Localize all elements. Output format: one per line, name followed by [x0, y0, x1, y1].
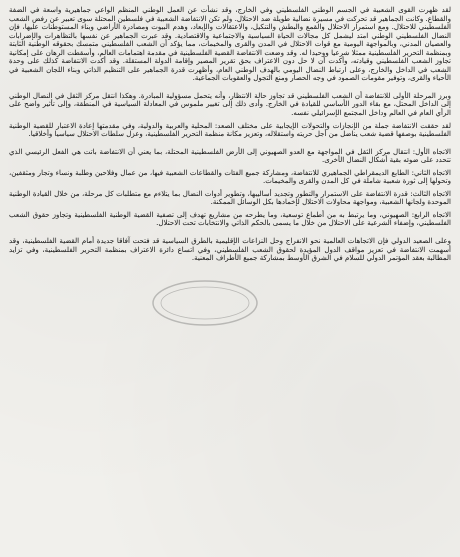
- faded-stamp: [150, 278, 260, 328]
- paragraph-intro: لقد ظهرت القوى الشعبية في الجسم الوطني الفلسطيني وفي الخارج، وقد نشأت عن العمل الوطني المنظم الواعي جماهيرية واسعة في الضفة والقطاع. وكانت الجماهير قد تحركت في مسيرة نضالية طويلة ضد الاحتلال. ولم تكن الانتفاضة الشعبية في فلسطين المحتلة سوى تعبير عن رفض الشعب الفلسطيني للاحتلال. ومع استمرار الاحتلال والقمع والبطش والتنكيل، والاعتقالات والإبعاد، وهدم البيوت ومصادرة الأراضي وبناء المستوطنات عليها، فإن النضال الفلسطيني الوطني امتد ليشمل كل مجالات الحياة السياسية والاجتماعية والاقتصادية. وقد عبرت الجماهير عن نفسها بالتظاهرات والإضرابات والعصيان المدني، وبالمواجهة اليومية مع قوات الاحتلال في المدن والقرى والمخيمات، مما يؤكد أن الشعب الفلسطيني متمسك بحقوقه الوطنية الثابتة وبمنظمة التحرير الفلسطينية ممثلا شرعيا ووحيدا له. وقد وضعت الانتفاضة القضية الفلسطينية في مقدمة اهتمامات العالم، وأسقطت الرهان على إمكانية تجاوز الشعب الفلسطيني وقيادته، وأكدت أن لا حل دون الاعتراف بحق تقرير المصير وإقامة الدولة المستقلة. وقد أكدت الانتفاضة كذلك على وحدة الشعب في الداخل والخارج، وعلى ارتباط النضال اليومي بالهدف الوطني العام، وأظهرت قدرة الجماهير على التنظيم الذاتي وبناء اللجان الشعبية في الأحياء والقرى، وتوفير مقومات الصمود في وجه الحصار ومنع التجول والعقوبات الجماعية.: [9, 5, 451, 83]
- paragraph-international: وعلى الصعيد الدولي فإن الاتجاهات العالمية نحو الانفراج وحل النزاعات الإقليمية بالطرق السياسية قد فتحت آفاقا جديدة أمام القضية الفلسطينية، وقد أسهمت الانتفاضة في تعزيز مواقف الدول المؤيدة لحقوق الشعب الفلسطيني، وفي اتساع دائرة الاعتراف بمنظمة التحرير الفلسطينية، وفي تزايد المطالبة بعقد المؤتمر الدولي للسلام في الشرق الأوسط بمشاركة جميع الأطراف المعنية.: [9, 236, 451, 263]
- paragraph-direction-four: الاتجاه الرابع: الصهيوني، وما يرتبط به من أطماع توسعية، وما يطرحه من مشاريع تهدف إلى تصفية القضية الوطنية الفلسطينية وتجاوز حقوق الشعب الفلسطيني، وإضفاء الشرعية على الاحتلال من خلال ما يسمى بالحكم الذاتي والانتخابات تحت الاحتلال.: [9, 209, 451, 228]
- paragraph-direction-three: الاتجاه الثالث: قدرة الانتفاضة على الاستمرار والتطور وتجديد أساليبها، وتطوير أدوات النضال بما يتلاءم مع متطلبات كل مرحلة، من خلال القيادة الوطنية الموحدة ولجانها الشعبية، ومواجهة محاولات الاحتلال لإخمادها بكل الوسائل الممكنة.: [9, 188, 451, 207]
- paragraph-phase-one: وبرز المرحلة الأولى للانتفاضة أن الشعب الفلسطيني قد تجاوز حالة الانتظار، وأنه يتحمل مسؤولية المبادرة. وهكذا انتقل مركز الثقل في النضال الوطني إلى الداخل المحتل، مع بقاء الدور الأساسي للقيادة في الخارج. وأدى ذلك إلى تغيير ملموس في المعادلة السياسية في المنطقة، وإلى تأثير واضح على الرأي العام في العالم وداخل المجتمع الإسرائيلي نفسه.: [9, 90, 451, 118]
- paragraph-achievements: لقد حققت الانتفاضة جملة من الإنجازات والتحولات الإيجابية على مختلف الصعد: المحلية والعربية والدولية، وفي مقدمتها إعادة الاعتبار للقضية الوطنية الفلسطينية بوصفها قضية شعب يناضل من أجل حريته واستقلاله، وتعزيز مكانة منظمة التحرير الفلسطينية، وعزل سلطات الاحتلال سياسيا وأخلاقيا.: [9, 120, 451, 139]
- paragraph-direction-two: الاتجاه الثاني: الطابع الديمقراطي الجماهيري للانتفاضة، ومشاركة جميع الفئات والقطاعات الشعبية فيها، من عمال وفلاحين وطلبة ونساء وتجار ومثقفين، وتحولها إلى ثورة شعبية شاملة في كل المدن والقرى والمخيمات.: [9, 167, 451, 186]
- paragraph-direction-one: الاتجاه الأول: انتقال مركز الثقل في المواجهة مع العدو الصهيوني إلى الأرض الفلسطينية المحتلة، بما يعني أن الانتفاضة باتت هي الفعل الرئيسي الذي تتحدد على ضوئه بقية أشكال النضال الأخرى.: [9, 146, 451, 165]
